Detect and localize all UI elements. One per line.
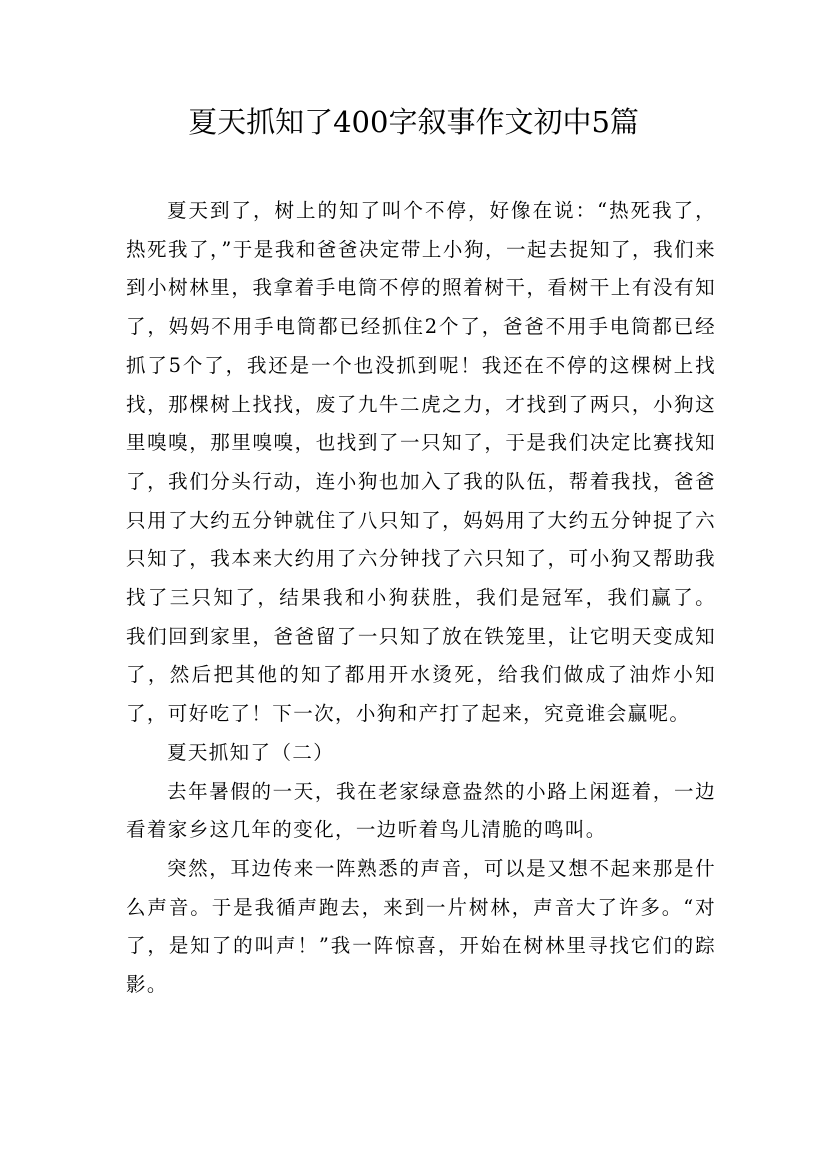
paragraph-summer-walk: 去年暑假的一天，我在老家绿意盎然的小路上闲逛着，一边看着家乡这几年的变化，一边听着鸟儿清脆的鸣叫。 <box>126 779 716 842</box>
section-heading-two: 夏天抓知了（二） <box>166 740 335 764</box>
document-title: 夏天抓知了400字叙事作文初中5篇 <box>188 105 639 139</box>
paragraph-story-one: 夏天到了，树上的知了叫个不停，好像在说：“热死我了，热死我了，”于是我和爸爸决定带上小狗，一起去捉知了，我们来到小树林里，我拿着手电筒不停的照着树干，看树干上有没有知了，妈妈不用手电筒都已经抓住2个了，爸爸不用手电筒都已经抓了5个了，我还是一个也没抓到呢！我还在不停的这棵树上找找，那棵树上找找，废了九牛二虎之力，才找到了两只，小狗这里嗅嗅，那里嗅嗅，也找到了一只知了，于是我们决定比赛找知了，我们分头行动，连小狗也加入了我的队伍，帮着我找，爸爸只用了大约五分钟就住了八只知了，妈妈用了大约五分钟捉了六只知了，我本来大约用了六分钟找了六只知了，可小狗又帮助我找了三只知了，结果我和小狗获胜，我们是冠军，我们赢了。 我们回到家里，爸爸留了一只知了放在铁笼里，让它明天变成知了，然后把其他的知了都用开水烫死，给我们做成了油炸小知了，可好吃了！下一次，小狗和产打了起来，究竟谁会赢呢。 <box>126 199 716 726</box>
document-body <box>126 192 716 1005</box>
paragraph-cicada-sound: 突然，耳边传来一阵熟悉的声音，可以是又想不起来那是什么声音。于是我循声跑去，来到一片树林，声音大了许多。“对了，是知了的叫声！”我一阵惊喜，开始在树林里寻找它们的踪影。 <box>126 856 716 997</box>
